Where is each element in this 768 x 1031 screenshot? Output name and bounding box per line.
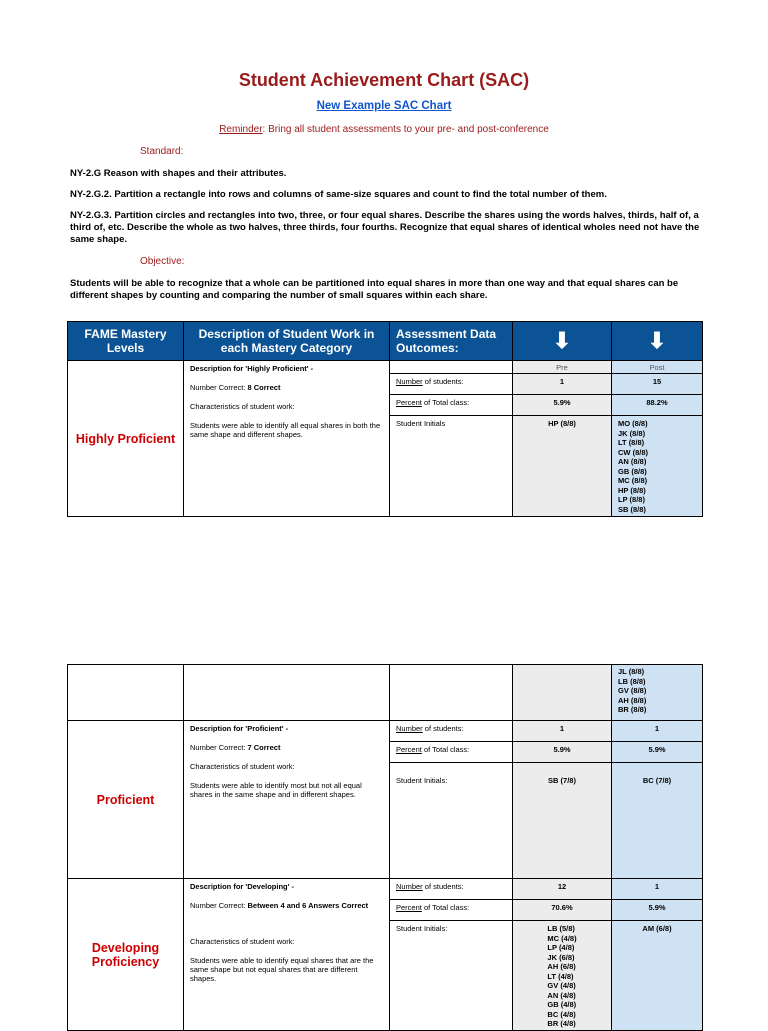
initials-label: Student Initials:: [390, 763, 513, 879]
initials-label: Student Initials: [390, 416, 513, 517]
standard-1: NY-2.G Reason with shapes and their attributes.: [70, 168, 287, 179]
desc-developing: Description for 'Developing' - Number Correct: Between 4 and 6 Answers Correct Characteristics of student work: Students were able to identify equal shares that are the same shape but not equal shares that are different shapes.: [184, 879, 390, 1031]
objective-label: Objective:: [140, 256, 185, 267]
num-students-label: Number of students:: [390, 721, 513, 742]
down-arrow-icon: ⬇: [647, 328, 667, 353]
number-correct-value: 8 Correct: [247, 383, 281, 392]
level-highly-proficient: Highly Proficient: [68, 361, 184, 517]
empty-cell: [513, 665, 612, 721]
standard-3: NY-2.G.3. Partition circles and rectangles into two, three, or four equal shares. Describe the shares using the words halves, thirds, half of, a third of, etc. Describe the whole as two halves, three thirds, four fourths. Recognize that equal shares of identical wholes need not have the same shape.: [70, 210, 700, 245]
desc-title: Description for 'Highly Proficient' -: [190, 364, 314, 373]
post-percent: 5.9%: [612, 900, 703, 921]
post-percent: 88.2%: [612, 395, 703, 416]
initial: JK (8/8): [618, 428, 646, 438]
initial: MO (8/8): [618, 419, 648, 428]
standard-2: NY-2.G.2. Partition a rectangle into rows and columns of same-size squares and count to find the total number of them.: [70, 189, 607, 200]
header-levels: FAME Mastery Levels: [68, 322, 184, 361]
initial: SB (8/8): [618, 504, 646, 514]
desc-highly-proficient: [184, 361, 390, 517]
desc-proficient: Description for 'Proficient' - Number Correct: 7 Correct Characteristics of student work: Students were able to identify most but not all equal shares in the same shape and in different shapes.: [184, 721, 390, 879]
header-description: Description of Student Work in each Mastery Category: [184, 322, 390, 361]
empty-cell: [390, 361, 513, 374]
empty-cell: [68, 665, 184, 721]
initial: LP (8/8): [618, 495, 645, 504]
pre-count: 12: [513, 879, 612, 900]
post-initials: BC (7/8): [612, 763, 703, 879]
post-count: 1: [612, 721, 703, 742]
number-correct-label: Number Correct:: [190, 383, 248, 392]
post-label: Post: [612, 361, 703, 374]
header-assessment: Assessment Data Outcomes:: [390, 322, 513, 361]
pre-percent: 5.9%: [513, 395, 612, 416]
empty-cell: [390, 665, 513, 721]
level-developing: Developing Proficiency: [68, 879, 184, 1031]
percent-label: Percent of Total class:: [390, 900, 513, 921]
pre-initials: SB (7/8): [513, 763, 612, 879]
initial: MC (8/8): [618, 476, 648, 485]
post-initials: AM (6/8): [612, 921, 703, 1031]
pre-count: 1: [513, 721, 612, 742]
post-initials-continued: JL (8/8) LB (8/8) GV (8/8) AH (8/8) BR (8/8): [612, 665, 703, 721]
sac-table-part2: [67, 664, 703, 1031]
standard-label: Standard:: [140, 146, 184, 157]
pre-initials: LB (5/8) MC (4/8) LP (4/8) JK (6/8) AH (6/8) LT (4/8) GV (4/8) AN (4/8) GB (4/8) BC (4/8) BR (4/8): [513, 921, 612, 1031]
objective-text: Students will be able to recognize that a whole can be partitioned into equal shares in more than one way and that equal shares can be different shapes by counting and comparing the number of small squares within each share.: [70, 278, 679, 301]
pre-label: Pre: [513, 361, 612, 374]
pre-percent: 70.6%: [513, 900, 612, 921]
down-arrow-icon: ⬇: [552, 328, 572, 353]
reminder-label: Reminder: [219, 124, 263, 135]
initial: GB (8/8): [618, 466, 647, 476]
characteristics-label: Characteristics of student work:: [190, 402, 295, 411]
header-post-arrow: [612, 322, 703, 361]
pre-count: 1: [513, 374, 612, 395]
reminder: [0, 124, 768, 135]
header-pre-arrow: [513, 322, 612, 361]
level-proficient: Proficient: [68, 721, 184, 879]
num-students-label: Number of students:: [390, 374, 513, 395]
pre-initials: [513, 416, 612, 517]
pre-percent: 5.9%: [513, 742, 612, 763]
post-initials: [612, 416, 703, 517]
characteristics-text: Students were able to identify all equal shares in both the same shape and different shapes.: [190, 421, 381, 439]
initials-label: Student Initials:: [390, 921, 513, 1031]
initial: LT (8/8): [618, 438, 645, 447]
sac-table-part1: [67, 321, 703, 517]
num-students-label: Number of students:: [390, 879, 513, 900]
example-sac-link[interactable]: New Example SAC Chart: [316, 100, 452, 112]
initial: HP (8/8): [618, 485, 646, 495]
initial: HP (8/8): [548, 419, 576, 428]
empty-cell: [184, 665, 390, 721]
initial: AN (8/8): [618, 457, 647, 466]
reminder-text: : Bring all student assessments to your pre- and post-conference: [262, 124, 549, 135]
post-percent: 5.9%: [612, 742, 703, 763]
page-title: Student Achievement Chart (SAC): [238, 70, 530, 90]
post-count: 1: [612, 879, 703, 900]
post-count: 15: [612, 374, 703, 395]
percent-label: Percent of Total class:: [390, 395, 513, 416]
percent-label: Percent of Total class:: [390, 742, 513, 763]
initial: CW (8/8): [618, 447, 648, 457]
